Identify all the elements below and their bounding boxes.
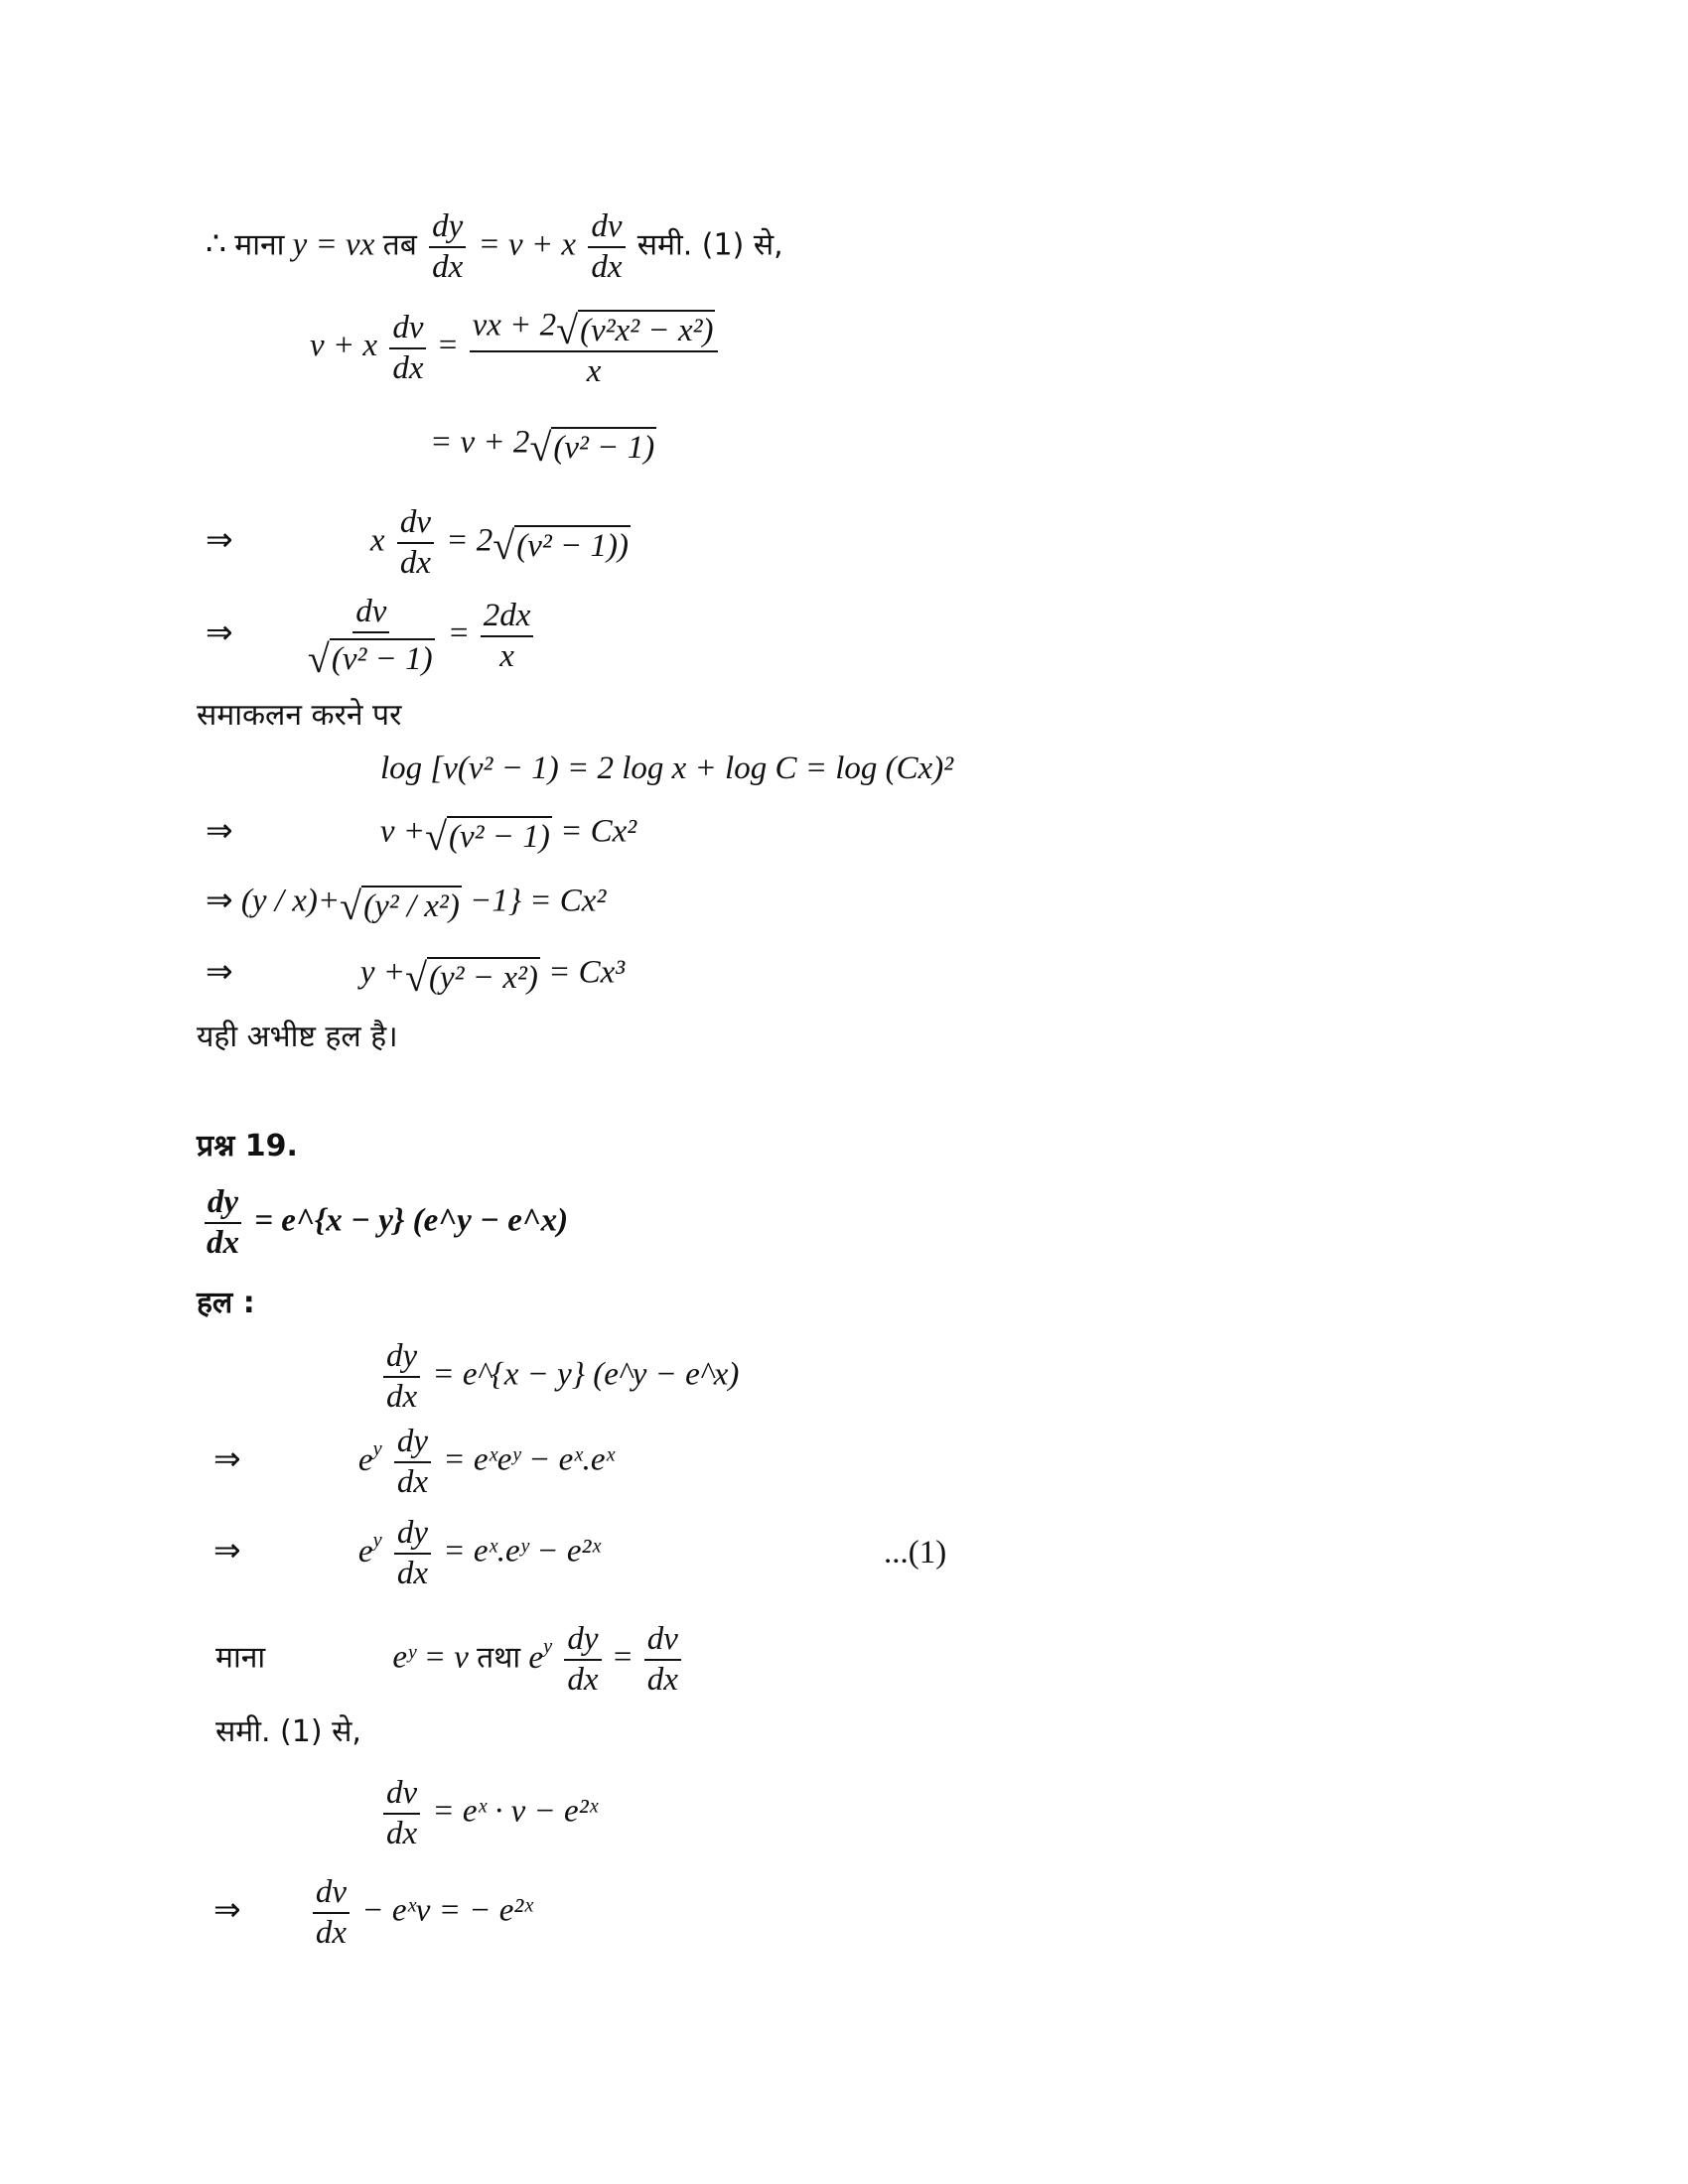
fraction-main: vx + 2 √ (v²x² − x²) x [470, 308, 719, 388]
eq-line-8: ⇒ (y / x)+ √ (y² / x²) −1} = Cx² [206, 883, 607, 928]
eq-line-5: ⇒ dv √ (v² − 1) = $\frac{2dx}{x}$ [206, 596, 537, 676]
sol-line-7: ⇒ $\frac{dv}{dx}$ − eˣv = − e²ˣ [213, 1874, 533, 1951]
sol-line-6: $\frac{dv}{dx}$ = eˣ · v − e²ˣ [379, 1777, 598, 1850]
eq-line-2: v + x $\frac{dv}{dx}$ = vx + 2 √ (v²x² − x²) x [310, 308, 722, 388]
solution-label: हल : [197, 1286, 255, 1320]
fraction-dy-dx: $\frac{dy}{dx}$ [429, 210, 466, 284]
eq-line-1: ∴ माना y = vx तब $\frac{dy}{dx}$ = v + x $\frac{dv}{dx}$ समी. (1) से, [206, 208, 783, 285]
eq-line-9: ⇒ y + √ (y² − x²) = Cx³ [206, 954, 626, 1000]
eq-line-7: ⇒ v + √ (v² − 1) = Cx² [206, 813, 637, 859]
sol-line-1: $\frac{dy}{dx}$ = e^{x − y} (e^y − e^x) [379, 1340, 739, 1414]
sol-line-5: समी. (1) से, [215, 1714, 361, 1749]
fraction-dv-dx: $\frac{dv}{dx}$ [588, 210, 625, 284]
eq-line-6: log [v(v² − 1) = 2 log x + log C = log (Cx)² [380, 751, 954, 786]
sol-line-2: ⇒ $e^y$ $\frac{dy}{dx}$ = eˣeʸ − eˣ.eˣ [213, 1424, 615, 1500]
question-label: प्रश्न 19. [197, 1129, 298, 1163]
eq-line-4: ⇒ x $\frac{dv}{dx}$ = 2 √ (v² − 1)) [206, 504, 629, 581]
sol-line-4: माना eʸ = v तथा $e^y$ $\frac{dy}{dx}$ = $\frac{dv}{dx}$ [215, 1623, 685, 1697]
integration-label: समाकलन करने पर [197, 698, 402, 733]
sol-line-3: ⇒ $e^y$ $\frac{dy}{dx}$ = eˣ.eʸ − e²ˣ [213, 1515, 601, 1591]
question-equation: $\frac{dy}{dx}$ = e^{x − y} (e^y − e^x) [204, 1186, 568, 1260]
equation-tag-1: ...(1) [884, 1535, 947, 1570]
eq-line-3: = v + 2 √ (v² − 1) [430, 424, 655, 470]
conclusion-text: यही अभीष्ट हल है। [197, 1020, 398, 1054]
